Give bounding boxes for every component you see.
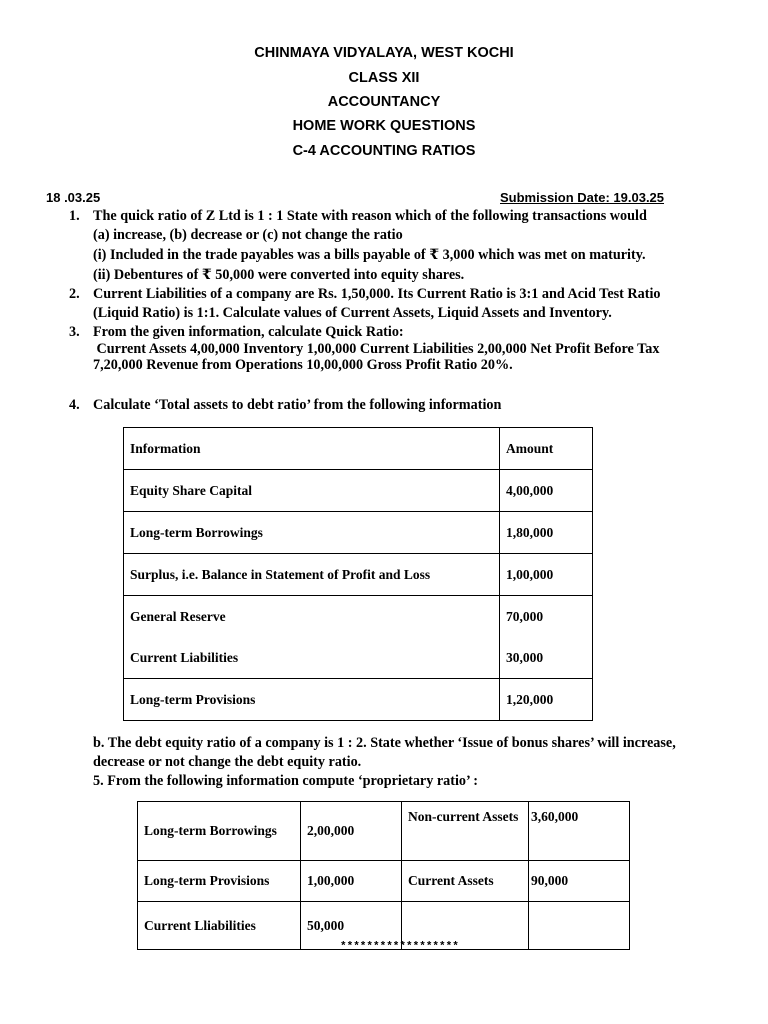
table-row <box>124 679 593 721</box>
q4-table <box>123 427 593 721</box>
q2-line: (Liquid Ratio) is 1:1. Calculate values of Current Assets, Liquid Assets and Inventory. <box>93 305 612 321</box>
q3-line: From the given information, calculate Quick Ratio: <box>93 324 404 340</box>
q1-line: (i) Included in the trade payables was a bills payable of ₹ 3,000 which was met on maturity. <box>93 247 646 263</box>
q2-line: Current Liabilities of a company are Rs. 1,50,000. Its Current Ratio is 3:1 and Acid Test Ratio <box>93 286 661 302</box>
table-cell: 1,00,000 <box>301 861 402 902</box>
table-cell: 1,20,000 <box>500 679 593 721</box>
table-cell: 90,000 <box>529 861 630 902</box>
table-cell: Equity Share Capital <box>124 470 500 512</box>
table-cell: Current Assets <box>402 861 529 902</box>
table-row <box>124 554 593 596</box>
subject-label: ACCOUNTANCY <box>327 94 441 110</box>
table-cell: Long-term Provisions <box>124 679 500 721</box>
table-cell: Long-term Borrowings <box>138 802 301 861</box>
table-row <box>124 470 593 512</box>
table-cell: Long-term Borrowings <box>124 512 500 554</box>
table-cell: 4,00,000 <box>500 470 593 512</box>
table-row <box>138 861 630 902</box>
q1-line: (ii) Debentures of ₹ 50,000 were converted into equity shares. <box>93 267 465 283</box>
school-name: CHINMAYA VIDYALAYA, WEST KOCHI <box>254 45 514 61</box>
q4b-line: decrease or not change the debt equity ratio. <box>93 754 362 770</box>
table-row <box>138 802 630 861</box>
q5-text: 5. From the following information compute ‘proprietary ratio’ : <box>93 773 478 789</box>
q1-line: The quick ratio of Z Ltd is 1 : 1 State with reason which of the following transactions would <box>93 208 647 224</box>
table-row <box>124 596 593 638</box>
q4-text: Calculate ‘Total assets to debt ratio’ from the following information <box>93 397 502 413</box>
table-cell: Long-term Provisions <box>138 861 301 902</box>
q2-number: 2. <box>69 286 80 302</box>
table-cell <box>529 902 630 950</box>
table-cell: Surplus, i.e. Balance in Statement of Profit and Loss <box>124 554 500 596</box>
table-cell: 70,000 <box>500 596 593 638</box>
q4-number: 4. <box>69 397 80 413</box>
date: 18 .03.25 <box>46 190 101 205</box>
table-cell: 50,000 <box>301 902 402 950</box>
table-row <box>124 512 593 554</box>
q1-number: 1. <box>69 208 80 224</box>
q3-number: 3. <box>69 324 80 340</box>
table-header: Amount <box>500 428 593 470</box>
q4b-line: b. The debt equity ratio of a company is 1 : 2. State whether ‘Issue of bonus shares’ will increase, <box>93 735 676 751</box>
footer-stars: ****************** <box>340 941 459 953</box>
table-header: Information <box>130 440 201 456</box>
q5-table <box>137 801 630 950</box>
submission-date: Submission Date: 19.03.25 <box>500 190 665 205</box>
table-cell: 1,00,000 <box>500 554 593 596</box>
table-cell: General Reserve <box>124 596 500 638</box>
class-label: CLASS XII <box>348 70 420 86</box>
table-cell: Non-current Assets <box>402 802 529 861</box>
table-row <box>124 428 593 470</box>
document-title: HOME WORK QUESTIONS <box>292 118 476 134</box>
table-row <box>124 637 593 679</box>
table-cell: Current Lliabilities <box>138 902 301 950</box>
chapter-title: C-4 ACCOUNTING RATIOS <box>292 143 476 159</box>
table-cell: 30,000 <box>500 637 593 679</box>
q3-line: 7,20,000 Revenue from Operations 10,00,000 Gross Profit Ratio 20%. <box>93 357 513 373</box>
table-cell: 1,80,000 <box>500 512 593 554</box>
q1-line: (a) increase, (b) decrease or (c) not change the ratio <box>93 227 403 243</box>
table-cell: 2,00,000 <box>301 802 402 861</box>
q3-line: Current Assets 4,00,000 Inventory 1,00,000 Current Liabilities 2,00,000 Net Profit Before Tax <box>93 341 660 357</box>
table-cell: Current Liabilities <box>130 649 239 665</box>
table-cell: 3,60,000 <box>529 802 630 861</box>
